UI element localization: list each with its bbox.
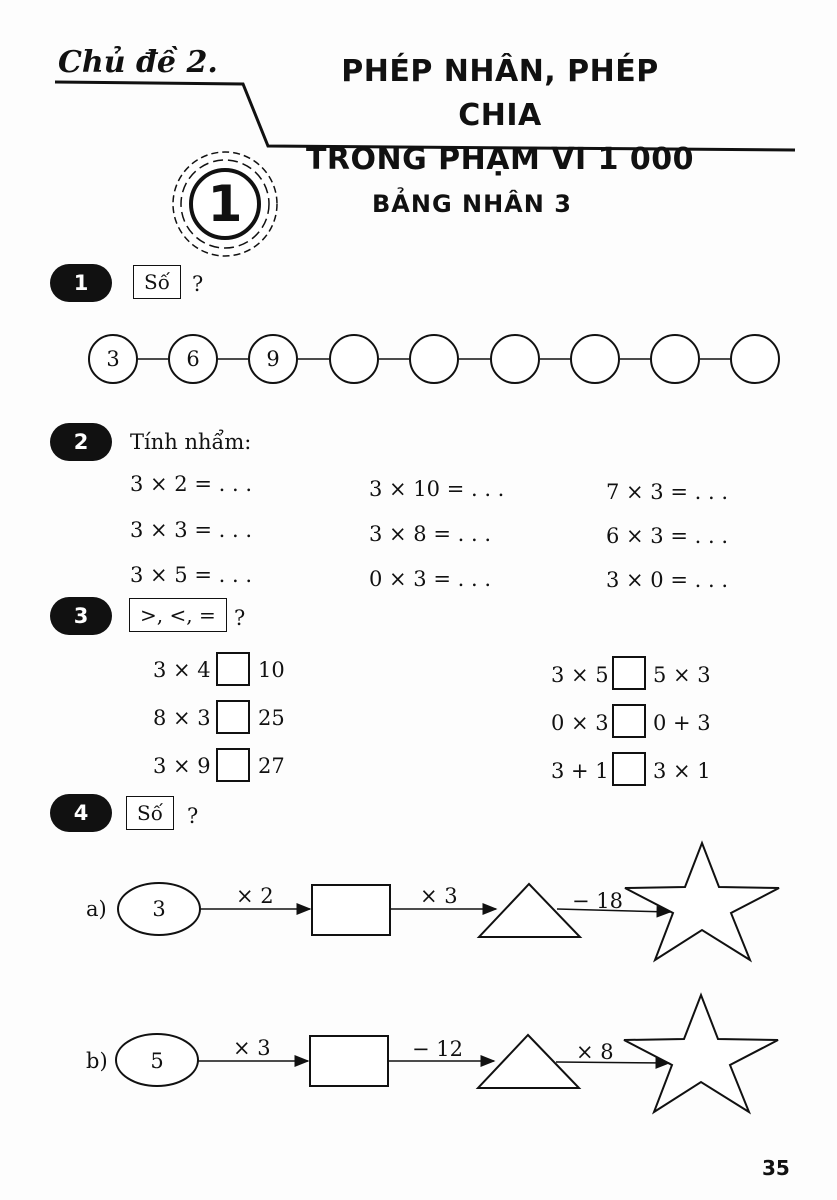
diagram-b-start: 5 bbox=[150, 1049, 164, 1073]
exercise-3-label: >, <, = bbox=[129, 598, 227, 632]
calc-item: 3 × 5 = . . . bbox=[130, 563, 252, 587]
compare-left-expr: 0 × 3 bbox=[551, 711, 609, 735]
chapter-label: Chủ đề 2. bbox=[58, 45, 218, 80]
compare-right-expr: 3 × 1 bbox=[653, 759, 711, 783]
exercise-1-badge: 1 bbox=[50, 264, 112, 302]
chain-circle: 9 bbox=[248, 334, 298, 384]
compare-answer-box[interactable] bbox=[612, 752, 646, 786]
diagram-b-triangle-answer[interactable] bbox=[499, 1056, 559, 1086]
diagram-a-start: 3 bbox=[152, 897, 166, 921]
exercise-2-instruction: Tính nhẩm: bbox=[130, 430, 252, 454]
diagram-a-triangle-answer[interactable] bbox=[500, 905, 560, 935]
chapter-title bbox=[300, 50, 700, 182]
exercise-4-question: ? bbox=[187, 804, 199, 828]
compare-right-expr: 0 + 3 bbox=[653, 711, 711, 735]
calc-item: 6 × 3 = . . . bbox=[606, 524, 728, 548]
compare-answer-box[interactable] bbox=[216, 700, 250, 734]
exercise-2-badge: 2 bbox=[50, 423, 112, 461]
diagram-a-op1: × 2 bbox=[236, 884, 274, 908]
compare-right-expr: 5 × 3 bbox=[653, 663, 711, 687]
exercise-1-label: Số bbox=[133, 265, 181, 299]
calc-item: 3 × 3 = . . . bbox=[130, 518, 252, 542]
diagram-a-box-answer[interactable] bbox=[313, 886, 389, 934]
diagram-a-star-answer[interactable] bbox=[672, 880, 732, 930]
compare-right-expr: 10 bbox=[258, 658, 285, 682]
calc-item: 0 × 3 = . . . bbox=[369, 567, 491, 591]
diagram-a-op2: × 3 bbox=[420, 884, 458, 908]
compare-answer-box[interactable] bbox=[216, 748, 250, 782]
diagram-b-op1: × 3 bbox=[233, 1036, 271, 1060]
calc-item: 7 × 3 = . . . bbox=[606, 480, 728, 504]
compare-left-expr: 3 × 4 bbox=[153, 658, 211, 682]
exercise-4-badge: 4 bbox=[50, 794, 112, 832]
chain-circle: 6 bbox=[168, 334, 218, 384]
calc-item: 3 × 2 = . . . bbox=[130, 472, 252, 496]
diagram-b-op3: × 8 bbox=[576, 1040, 614, 1064]
diagram-b-star-answer[interactable] bbox=[671, 1032, 731, 1082]
compare-left-expr: 3 + 1 bbox=[551, 759, 609, 783]
chain-empty-circle[interactable] bbox=[730, 334, 780, 384]
exercise-3-question: ? bbox=[234, 606, 246, 630]
chain-empty-circle[interactable] bbox=[329, 334, 379, 384]
chapter-title-line2: TRONG PHẠM VI 1 000 bbox=[305, 142, 695, 177]
diagram-a-label: a) bbox=[86, 897, 107, 921]
lesson-number: 1 bbox=[207, 175, 243, 233]
exercise-3-badge: 3 bbox=[50, 597, 112, 635]
exercise-4-label: Số bbox=[126, 796, 174, 830]
chain-empty-circle[interactable] bbox=[650, 334, 700, 384]
chain-empty-circle[interactable] bbox=[490, 334, 540, 384]
chain-empty-circle[interactable] bbox=[409, 334, 459, 384]
compare-left-expr: 3 × 9 bbox=[153, 754, 211, 778]
compare-left-expr: 8 × 3 bbox=[153, 706, 211, 730]
diagram-b-op2: − 12 bbox=[412, 1037, 463, 1061]
diagram-b-label: b) bbox=[86, 1049, 108, 1073]
compare-answer-box[interactable] bbox=[612, 704, 646, 738]
chapter-title-line1: PHÉP NHÂN, PHÉP CHIA bbox=[341, 54, 659, 133]
diagram-a-op3: − 18 bbox=[572, 889, 623, 913]
diagram-b-box-answer[interactable] bbox=[311, 1037, 387, 1085]
page-number: 35 bbox=[762, 1156, 790, 1180]
compare-right-expr: 25 bbox=[258, 706, 285, 730]
compare-right-expr: 27 bbox=[258, 754, 285, 778]
chain-empty-circle[interactable] bbox=[570, 334, 620, 384]
calc-item: 3 × 0 = . . . bbox=[606, 568, 728, 592]
calc-item: 3 × 10 = . . . bbox=[369, 477, 505, 501]
compare-answer-box[interactable] bbox=[612, 656, 646, 690]
lesson-title: BẢNG NHÂN 3 bbox=[372, 190, 572, 218]
exercise-1-question: ? bbox=[192, 272, 204, 296]
calc-item: 3 × 8 = . . . bbox=[369, 522, 491, 546]
compare-answer-box[interactable] bbox=[216, 652, 250, 686]
compare-left-expr: 3 × 5 bbox=[551, 663, 609, 687]
chain-circle: 3 bbox=[88, 334, 138, 384]
